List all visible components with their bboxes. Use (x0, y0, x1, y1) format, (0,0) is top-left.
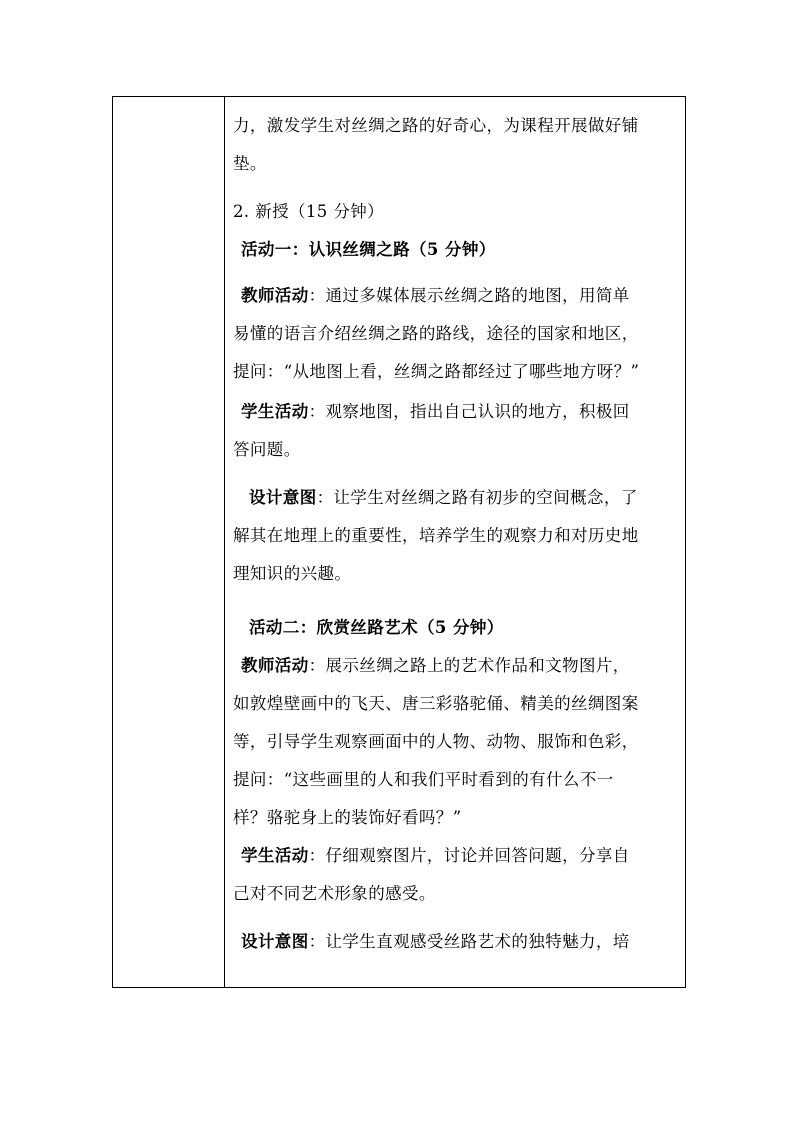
text-line: 力，激发学生对丝绸之路的好奇心，为课程开展做好铺 (233, 116, 639, 135)
text-line: 理知识的兴趣。 (233, 564, 352, 583)
section-heading (233, 193, 687, 231)
activity1-student (233, 393, 687, 469)
text-line (233, 837, 687, 875)
section-heading-text: 2. 新授（15 分钟） (233, 202, 385, 221)
activity2-teacher (233, 647, 687, 837)
text-line (233, 647, 687, 685)
design-label: 设计意图 (249, 488, 317, 507)
continued-paragraph (233, 107, 687, 183)
activity2-design (233, 923, 687, 961)
design-text: ：让学生直观感受丝路艺术的独特魅力，培 (308, 932, 630, 951)
text-line: 如敦煌壁画中的飞天、唐三彩骆驼俑、精美的丝绸图案 (233, 694, 639, 713)
teacher-label: 教师活动 (241, 656, 309, 675)
text-line: 己对不同艺术形象的感受。 (233, 884, 436, 903)
student-text: ：仔细观察图片，讨论并回答问题，分享自 (308, 846, 630, 865)
teacher-text: ：通过多媒体展示丝绸之路的地图，用简单 (308, 286, 630, 305)
text-line: 样？骆驼身上的装饰好看吗？” (233, 808, 462, 827)
design-text: ：让学生对丝绸之路有初步的空间概念，了 (316, 488, 638, 507)
activity1-title (241, 231, 695, 269)
lesson-plan-table (112, 96, 686, 988)
activity1-title-text: 活动一：认识丝绸之路（5 分钟） (241, 240, 496, 259)
student-text: ：观察地图，指出自己认识的地方，积极回 (308, 402, 630, 421)
activity2-title-text: 活动二：欣赏丝路艺术（5 分钟） (249, 618, 504, 637)
text-line: 解其在地理上的重要性，培养学生的观察力和对历史地 (233, 526, 639, 545)
text-line (233, 277, 687, 315)
teacher-text: ：展示丝绸之路上的艺术作品和文物图片， (308, 656, 630, 675)
text-line (233, 479, 687, 517)
text-line: 提问：“从地图上看，丝绸之路都经过了哪些地方呀？” (233, 362, 640, 381)
text-line: 等，引导学生观察画面中的人物、动物、服饰和色彩， (233, 732, 639, 751)
text-line: 答问题。 (233, 440, 301, 459)
text-line: 提问：“这些画里的人和我们平时看到的有什么不一 (233, 770, 614, 789)
teacher-label: 教师活动 (241, 286, 309, 305)
activity1-teacher (233, 277, 687, 391)
student-label: 学生活动 (241, 402, 309, 421)
table-right-cell (225, 97, 685, 987)
text-line (233, 393, 687, 431)
design-label: 设计意图 (241, 932, 309, 951)
text-line: 易懂的语言介绍丝绸之路的路线，途径的国家和地区， (233, 324, 639, 343)
activity2-title (249, 609, 703, 647)
text-line: 垫。 (233, 154, 267, 173)
activity1-design (233, 479, 687, 593)
text-line (233, 923, 687, 961)
activity2-student (233, 837, 687, 913)
table-left-cell (113, 97, 225, 987)
student-label: 学生活动 (241, 846, 309, 865)
